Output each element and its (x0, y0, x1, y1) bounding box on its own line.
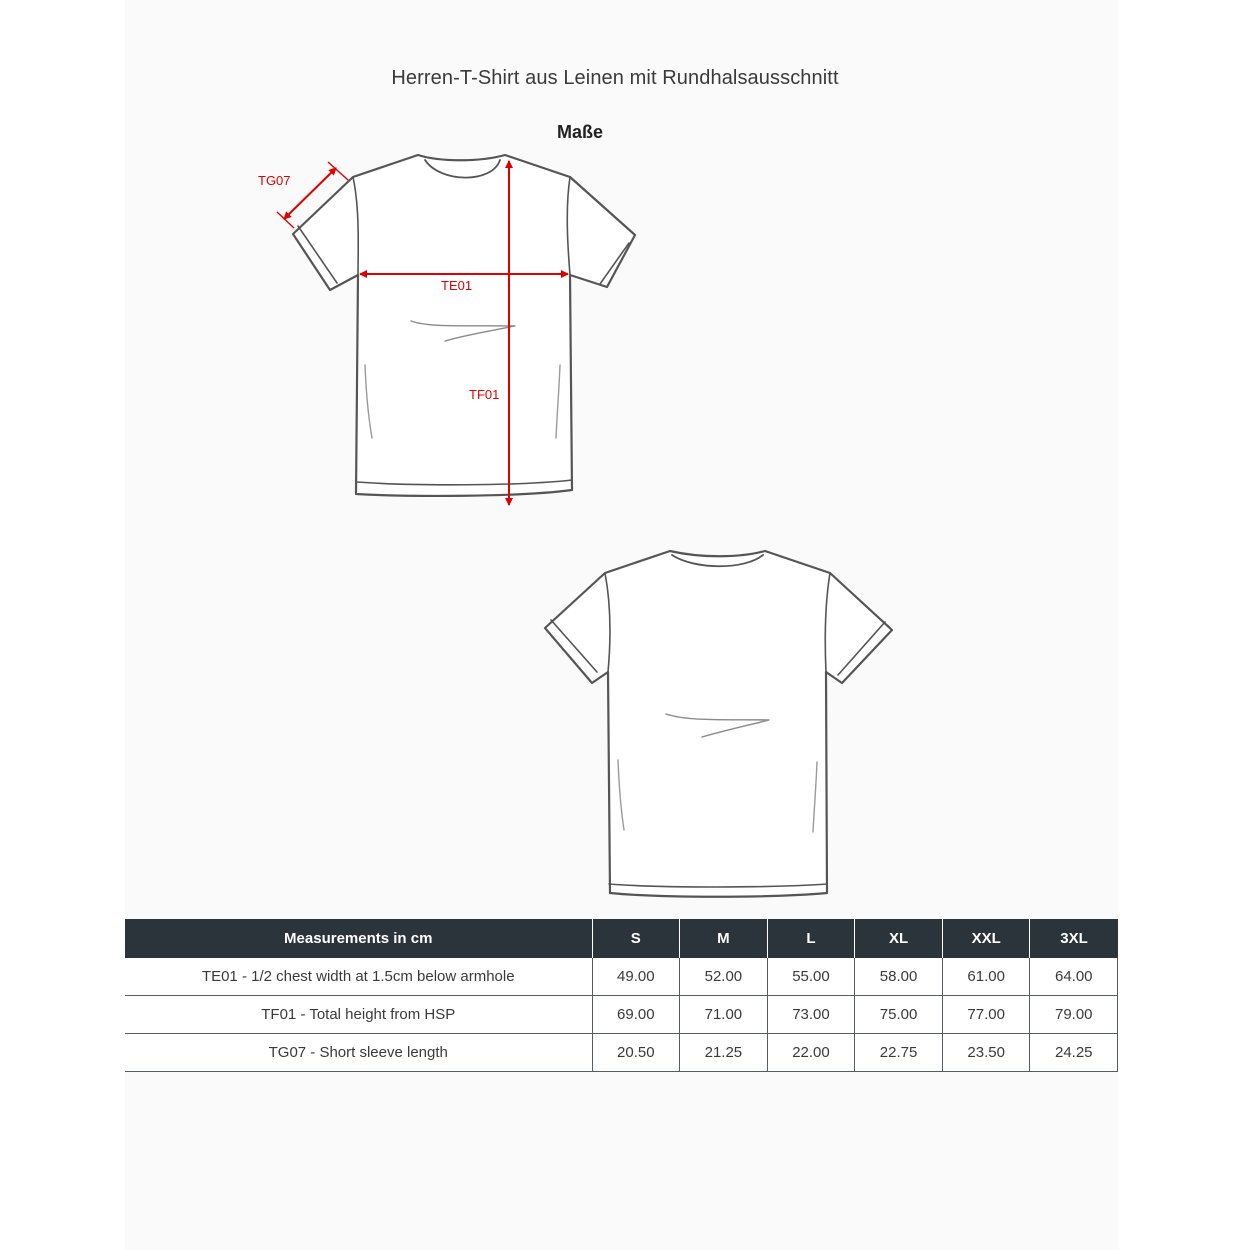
column-header: 3XL (1030, 919, 1118, 958)
tshirt-front (293, 155, 635, 496)
table-cell: 58.00 (855, 958, 943, 996)
table-cell: 73.00 (767, 996, 855, 1034)
table-cell: 79.00 (1030, 996, 1118, 1034)
table-cell: 49.00 (592, 958, 680, 996)
column-header: Measurements in cm (125, 919, 592, 958)
table-cell: 61.00 (942, 958, 1030, 996)
table-cell: 22.00 (767, 1034, 855, 1072)
table-cell: 22.75 (855, 1034, 943, 1072)
table-row (125, 996, 1118, 1034)
chest-label: TE01 (441, 278, 473, 293)
row-label: TF01 - Total height from HSP (125, 996, 592, 1034)
table-cell: 23.50 (942, 1034, 1030, 1072)
table-cell: 75.00 (855, 996, 943, 1034)
table-cell: 64.00 (1030, 958, 1118, 996)
table-header-row (125, 919, 1118, 958)
table-cell: 52.00 (680, 958, 768, 996)
row-label: TE01 - 1/2 chest width at 1.5cm below armhole (125, 958, 592, 996)
column-header: XL (855, 919, 943, 958)
height-label: TF01 (469, 387, 500, 402)
tshirt-back (545, 551, 892, 897)
column-header: S (592, 919, 680, 958)
column-header: L (767, 919, 855, 958)
table-cell: 20.50 (592, 1034, 680, 1072)
column-header: XXL (942, 919, 1030, 958)
table-cell: 71.00 (680, 996, 768, 1034)
sleeve-label: TG07 (258, 173, 291, 188)
table-cell: 21.25 (680, 1034, 768, 1072)
table-row (125, 958, 1118, 996)
measurements-table (125, 919, 1118, 1072)
column-header: M (680, 919, 768, 958)
row-label: TG07 - Short sleeve length (125, 1034, 592, 1072)
table-row (125, 1034, 1118, 1072)
page-title: Herren-T-Shirt aus Leinen mit Rundhalsausschnitt (391, 67, 839, 89)
table-cell: 24.25 (1030, 1034, 1118, 1072)
section-heading: Maße (556, 122, 603, 142)
table-cell: 69.00 (592, 996, 680, 1034)
table-cell: 55.00 (767, 958, 855, 996)
table-cell: 77.00 (942, 996, 1030, 1034)
